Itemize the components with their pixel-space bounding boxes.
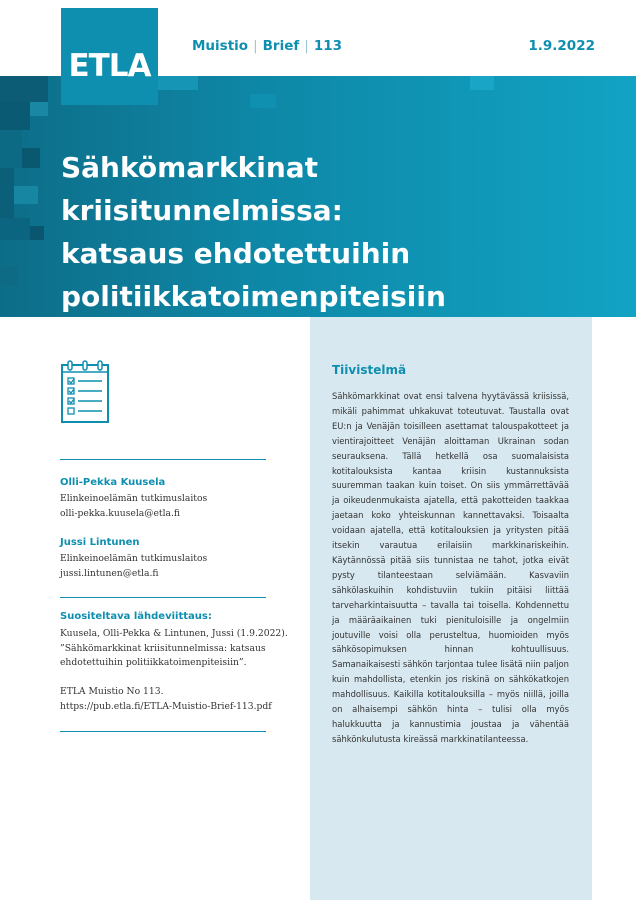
series-separator: | [253,38,258,54]
citation-text [60,627,290,671]
banner-pixel [0,168,14,218]
banner-pixel [158,76,198,90]
banner-pixel [0,76,48,102]
divider [60,731,266,732]
citation-heading: Suositeltava lähdeviittaus: [60,611,212,622]
author-name: Jussi Lintunen [60,537,140,548]
series-type-en: Brief [262,38,300,54]
banner-pixel [250,94,276,108]
banner-pixel [30,102,48,116]
series-label [192,38,342,54]
series-separator: | [304,38,309,54]
series-number: 113 [313,38,342,54]
author-name: Olli-Pekka Kuusela [60,477,166,488]
author-affiliation: Elinkeinoelämän tutkimuslaitos [60,493,208,504]
logo-text: ETLA [68,47,151,84]
series-type: Muistio [192,38,249,54]
citation-ref-line: ETLA Muistio No 113. [60,686,164,697]
banner-pixel [0,218,30,240]
author-email: olli-pekka.kuusela@etla.fi [60,508,181,519]
banner-pixel [22,148,40,168]
citation-line: ehdotettuihin politiikkatoimenpiteisiin”. [60,657,247,668]
banner-pixel [0,130,22,168]
citation-reference [60,685,290,714]
divider [60,459,266,460]
divider [60,597,266,598]
publication-date: 1.9.2022 [528,38,595,54]
banner-pixel [0,102,30,130]
banner-pixel [0,266,18,286]
banner-pixel [30,226,44,240]
summary-panel [310,317,592,900]
citation-line: ”Sähkömarkkinat kriisitunnelmissa: katsaus [60,642,266,654]
author-affiliation: Elinkeinoelämän tutkimuslaitos [60,553,208,564]
banner-pixel [470,76,494,90]
title-line: politiikkatoimenpiteisiin [61,280,446,313]
page-title [61,146,601,318]
summary-text: Sähkömarkkinat ovat ensi talvena hyytävässä kriisissä, mikäli pahimmat uhkakuvat toteutuvat. Taustalla ovat EU:n ja Venäjän toisilleen asettamat talouspakotteet ja vientirajoitteet Venäjän aloittaman Ukrainan sodan seurauksena. Tällä hetkellä osa suomalaisista kotitalouksista kantaa kriisin kustannuksista suuremman taakan kuin toiset. On siis ymmärrettävää ja oikeudenmukaista ajatella, että pakotteiden taakkaa jaetaan koko yhteiskunnan kannettavaksi. Toisaalta voidaan ajatella, että kotitalouksien ja yritysten pitää itsekin varautua erilaisiin markkinariskeihin. Käytännössä pitää siis tunnistaa ne tahot, jotka eivät pysty tilanteestaan selviämään. Kasvaviin sähkölaskuihin kohdistuviin tukiin pitäisi liittää tarveharkintaisuutta – tavalla tai toisella. Kohdennettu ja määräaikainen tuki pienituloisille ja ongelmiin joutuville voisi olla perusteltua, huomioiden myös sähkösopimuksen hinnan kohtuullisuus. Samanaikaisesti sähkön tarjontaa tulee lisätä niin paljon kuin mahdollista, etenkin jos riskinä on sähkökatkojen mahdollisuus. Kaikilla kotitalouksilla – myös niillä, joilla on alhaisempi sähkön hinta – tulisi olla myös halukkuutta ja kannustimia joustaa ja vähentää sähkönkulutusta kireässä markkinatilanteessa. [332,391,569,744]
checklist-clipboard-icon [60,360,110,424]
summary-heading: Tiivistelmä [332,363,407,377]
author-email: jussi.lintunen@etla.fi [60,568,159,579]
citation-url: https://pub.etla.fi/ETLA-Muistio-Brief-113.pdf [60,700,272,712]
title-line: Sähkömarkkinat kriisitunnelmissa: [61,151,343,227]
banner-pixel [14,186,38,204]
etla-logo [61,8,158,105]
citation-line: Kuusela, Olli-Pekka & Lintunen, Jussi (1.9.2022). [60,628,288,639]
title-line: katsaus ehdotettuihin [61,237,411,270]
